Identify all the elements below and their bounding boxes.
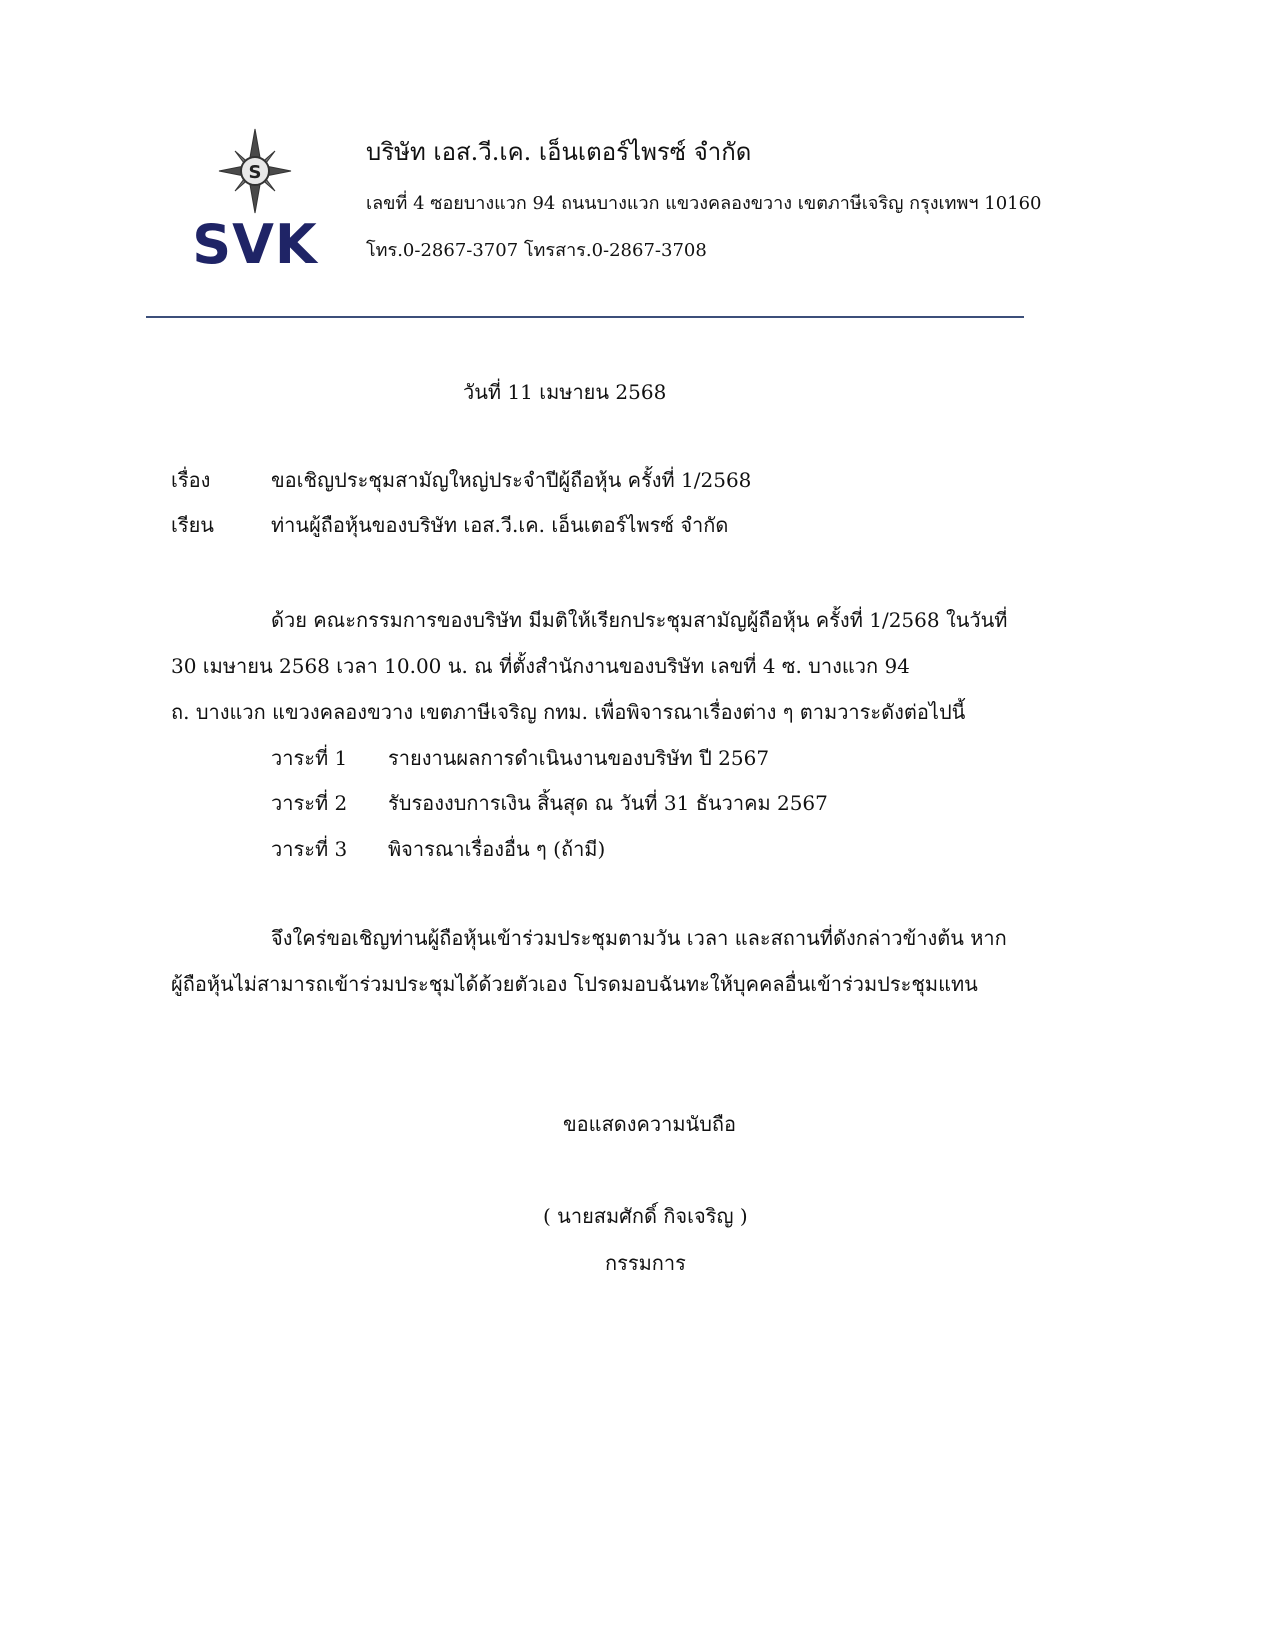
paragraph1-line: 30 เมษายน 2568 เวลา 10.00 น. ณ ที่ตั้งสำนักงานของบริษัท เลขที่ 4 ซ. บางแวก 94 [171,654,910,678]
company-address: เลขที่ 4 ซอยบางแวก 94 ถนนบางแวก แขวงคลองขวาง เขตภาษีเจริญ กรุงเทพฯ 10160 [366,193,1042,214]
paragraph1-line: ด้วย คณะกรรมการของบริษัท มีมติให้เรียกประชุมสามัญผู้ถือหุ้น ครั้งที่ 1/2568 ในวันที่ [271,608,1008,632]
company-logo [185,125,325,275]
agenda-text: พิจารณาเรื่องอื่น ๆ (ถ้ามี) [388,837,606,861]
svg-text:S: S [248,162,262,183]
compass-star-s-icon [185,125,325,217]
company-phone: โทร.0-2867-3707 โทรสาร.0-2867-3708 [366,240,707,261]
paragraph2-line: จึงใคร่ขอเชิญท่านผู้ถือหุ้นเข้าร่วมประชุมตามวัน เวลา และสถานที่ดังกล่าวข้างต้น หาก [271,926,1007,950]
letterhead-divider [146,316,1024,318]
paragraph1-line: ถ. บางแวก แขวงคลองขวาง เขตภาษีเจริญ กทม. เพื่อพิจารณาเรื่องต่าง ๆ ตามวาระดังต่อไปนี้ [171,700,966,724]
paragraph2-line: ผู้ถือหุ้นไม่สามารถเข้าร่วมประชุมได้ด้วยตัวเอง โปรดมอบฉันทะให้บุคคลอื่นเข้าร่วมประชุมแทน [171,972,978,996]
agenda-label: วาระที่ 3 [271,837,348,861]
recipient-text: ท่านผู้ถือหุ้นของบริษัท เอส.วี.เค. เอ็นเตอร์ไพรซ์ จำกัด [271,513,729,537]
signatory-name: ( นายสมศักดิ์ กิจเจริญ ) [543,1204,748,1228]
company-name: บริษัท เอส.วี.เค. เอ็นเตอร์ไพรซ์ จำกัด [366,138,752,166]
signatory-title: กรรมการ [605,1251,686,1275]
agenda-text: รายงานผลการดำเนินงานของบริษัท ปี 2567 [388,746,770,770]
closing-salutation: ขอแสดงความนับถือ [563,1112,737,1136]
logo-wordmark: SVK [192,213,318,276]
agenda-label: วาระที่ 1 [271,746,348,770]
subject-text: ขอเชิญประชุมสามัญใหญ่ประจำปีผู้ถือหุ้น ครั้งที่ 1/2568 [271,468,752,492]
subject-label: เรื่อง [171,468,211,492]
letter-date: วันที่ 11 เมษายน 2568 [463,380,667,404]
recipient-label: เรียน [171,513,214,537]
agenda-label: วาระที่ 2 [271,791,348,815]
agenda-text: รับรองงบการเงิน สิ้นสุด ณ วันที่ 31 ธันวาคม 2567 [388,791,828,815]
